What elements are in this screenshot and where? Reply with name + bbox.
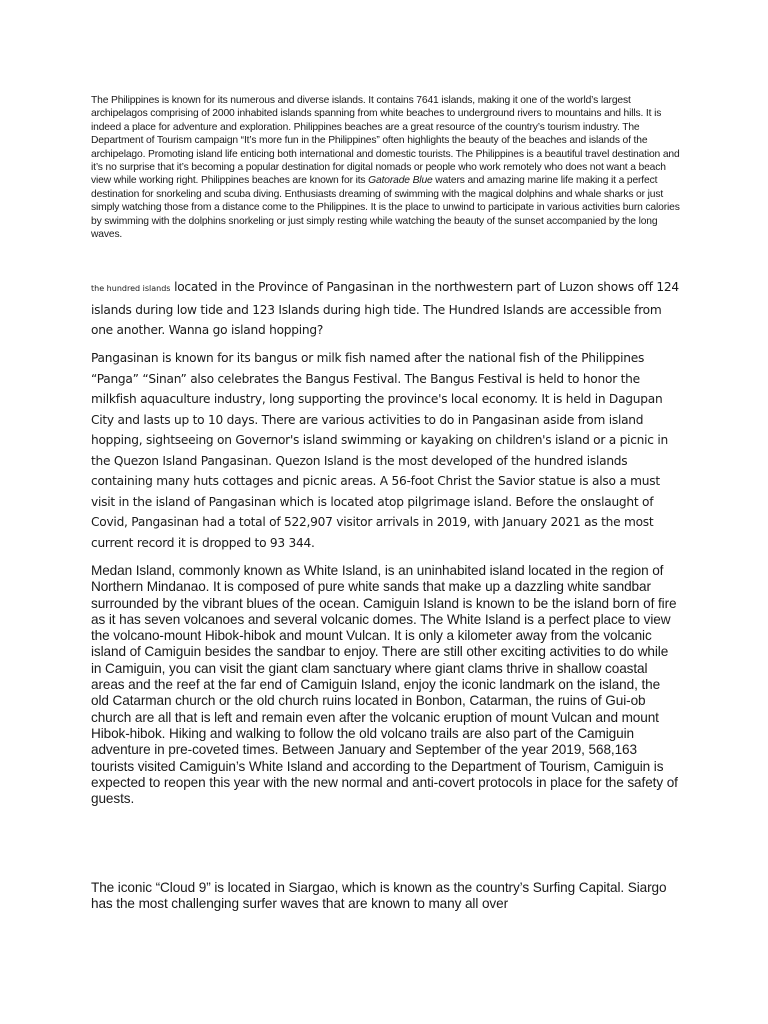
white-island-paragraph: Medan Island, commonly known as White Island, is an uninhabited island located in the region of Northern Mindanao. It is composed of pure white sands that make up a dazzling white sandbar surrounded by the vibrant blues of the ocean. Camiguin Island is known to be the island born of fire as it has seven volcanoes and several volcanic domes. The White Island is a perfect place to view the volcano-mount Hibok-hibok and mount Vulcan. It is only a kilometer away from the volcanic island of Camiguin besides the sandbar to enjoy. There are still other exciting activities to do while in Camiguin, you can visit the giant clam sanctuary where giant clams thrive in shallow coastal areas and the reef at the far end of Camiguin Island, enjoy the iconic landmark on the island, the old Catarman church or the old church ruins located in Bonbon, Catarman, the ruins of Gui-ob church are all that is left and remain even after the volcanic eruption of mount Vulcan and mount Hibok-hibok. Hiking and walking to follow the old volcano trails are also part of the Camiguin adventure in pre-coveted times. Between January and September of the year 2019, 568,163 tourists visited Camiguin’s White Island and according to the Department of Tourism, Camiguin is expected to reopen this year with the new normal and anti-covert protocols in place for the safety of guests. [91,563,678,807]
intro-text-end: waters and amazing marine life making it a perfect destination for snorkeling and scuba diving. Enthusiasts dreaming of swimming with the magical dolphins and whale sharks or just simply watching those from a distance come to the Philippines. It is the place to unwind to participate in various activities burn calories by swimming with the dolphins snorkeling or just simply resting while watching the beauty of the sunset accompanied by the long waves. [91,175,680,241]
hundred-islands-text: located in the Province of Pangasinan in the northwestern part of Luzon shows off 124 islands during low tide and 123 Islands during high tide. The Hundred Islands are accessible from one another. Wanna go island hopping? [91,280,679,337]
intro-text-start: The Philippines is known for its numerous and diverse islands. It contains 7641 islands, making it one of the world’s largest archipelagos comprising of 2000 inhabited islands spanning from white beaches to underground rivers to mountains and hills. It is indeed a place for adventure and exploration. Philippines beaches are a great resource of the country’s tourism industry. The Department of Tourism campaign “It’s more fun in the Philippines” often highlights the beauty of the beaches and islands of the archipelago. Promoting island life enticing both international and domestic tourists. The Philippines is a beautiful travel destination and it’s no surprise that it’s becoming a popular destination for digital nomads or people who work remotely who does not want a beach view while working right. Philippines beaches are known for its [91,95,680,187]
pangasinan-paragraph: Pangasinan is known for its bangus or milk fish named after the national fish of the Philippines “Panga” “Sinan” also celebrates the Bangus Festival. The Bangus Festival is held to honor the milkfish aquaculture industry, long supporting the province's local economy. It is held in Dagupan City and lasts up to 10 days. There are various activities to do in Pangasinan aside from island hopping, sightseeing on Governor's island swimming or kayaking on children's island or a picnic in the Quezon Island Pangasinan. Quezon Island is the most developed of the hundred islands containing many huts cottages and picnic areas. A 56-foot Christ the Savior statue is also a must visit in the island of Pangasinan which is located atop pilgrimage island. Before the onslaught of Covid, Pangasinan had a total of 522,907 visitor arrivals in 2019, with January 2021 as the most current record it is dropped to 93 344. [91,351,668,550]
hundred-islands-paragraph [91,277,681,341]
hundred-islands-lead: the hundred islands [91,284,171,293]
intro-paragraph [91,94,681,241]
siargao-paragraph: The iconic “Cloud 9” is located in Siargao, which is known as the country’s Surfing Capital. Siargo has the most challenging surfer waves that are known to many all over [91,880,667,912]
intro-italic-phrase: Gatorade Blue [368,175,433,187]
